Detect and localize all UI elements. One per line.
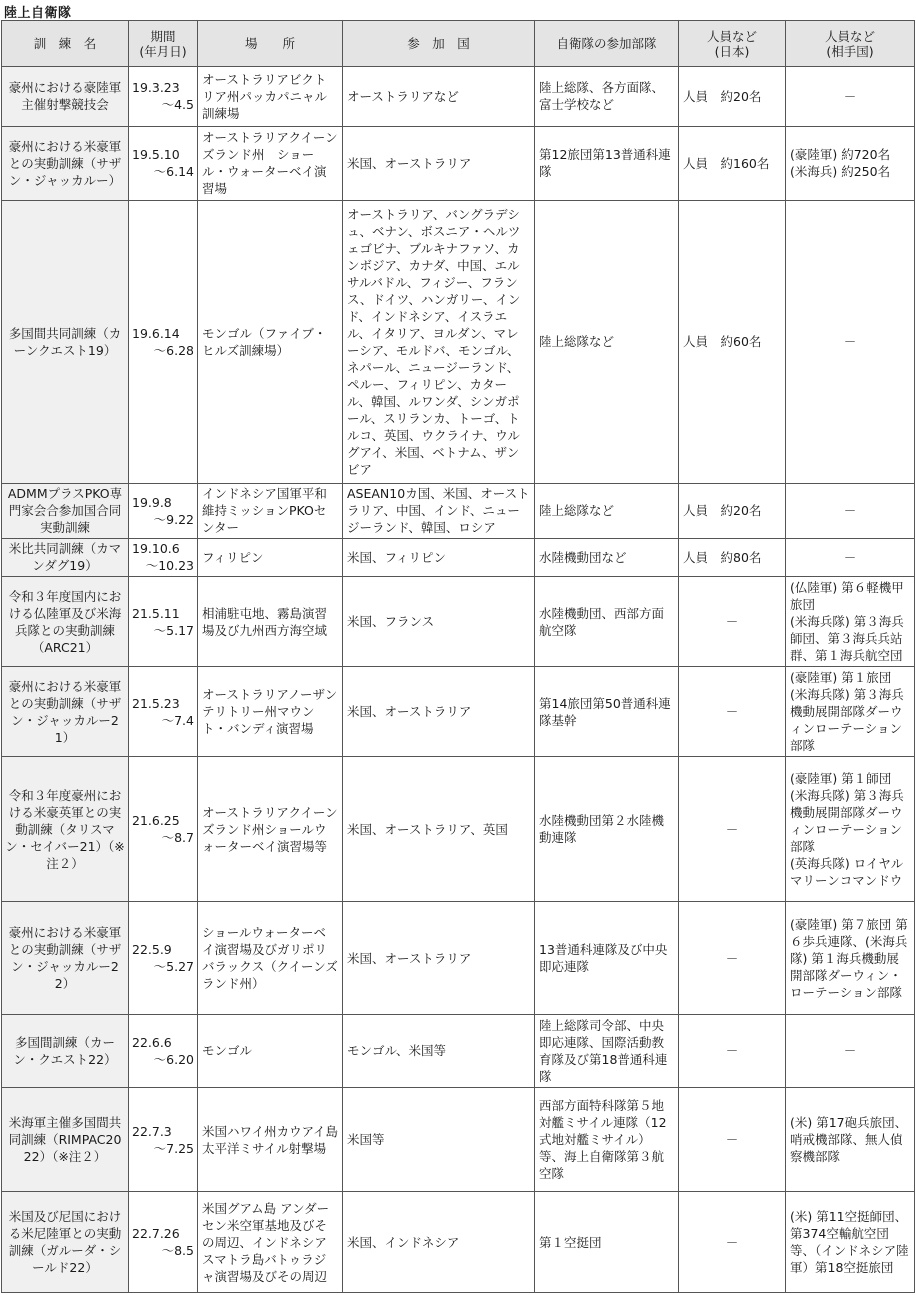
table-row xyxy=(2,126,915,201)
table-row xyxy=(2,667,915,757)
training-period xyxy=(129,576,198,666)
period-end: ～6.28 xyxy=(153,342,194,358)
training-name: 豪州における米豪軍との実動訓練（サザン・ジャッカルー22） xyxy=(2,902,129,1015)
period-start: 22.7.3 xyxy=(132,1123,172,1139)
training-period xyxy=(129,538,198,576)
training-name: 米国及び尼国における米尼陸軍との実動訓練（ガルーダ・シールド22） xyxy=(2,1192,129,1293)
period-start: 21.5.11 xyxy=(132,605,180,621)
page-title: 陸上自衛隊 xyxy=(4,6,72,21)
sdf-units: 水陸機動団など xyxy=(535,538,679,576)
personnel-partner: (米) 第11空挺師団、第374空輸航空団等、（インドネシア陸軍）第18空挺旅団 xyxy=(786,1192,915,1293)
training-place: インドネシア国軍平和維持ミッションPKOセンター xyxy=(198,483,343,538)
personnel-partner: － xyxy=(786,538,915,576)
personnel-japan: － xyxy=(679,576,786,666)
participating-countries: モンゴル、米国等 xyxy=(343,1014,535,1087)
header-name: 訓 練 名 xyxy=(2,21,129,67)
period-end: ～7.4 xyxy=(161,712,194,728)
training-place: オーストラリアノーザンテリトリー州マウント・バンディ演習場 xyxy=(198,667,343,757)
personnel-japan: 人員 約60名 xyxy=(679,201,786,483)
header-countries: 参 加 国 xyxy=(343,21,535,67)
table-row xyxy=(2,538,915,576)
training-table xyxy=(1,20,915,1293)
training-name: 令和３年度国内における仏陸軍及び米海兵隊との実動訓練（ARC21） xyxy=(2,576,129,666)
participating-countries: 米国、オーストラリア、英国 xyxy=(343,757,535,902)
table-row xyxy=(2,757,915,902)
participating-countries: 米国、フィリピン xyxy=(343,538,535,576)
participating-countries: オーストラリア、バングラデシュ、ベナン、ボスニア・ヘルツェゴビナ、ブルキナファソ、カンボジア、カナダ、中国、エルサルバドル、フィジー、フランス、ドイツ、ハンガリー、インド、インドネシア、イスラエル、イタリア、ヨルダン、マレーシア、モルドバ、モンゴル、ネパール、ニュージーランド、ペルー、フィリピン、カタール、韓国、ルワンダ、シンガポール、スリランカ、トーゴ、トルコ、英国、ウクライナ、ウルグアイ、米国、ベトナム、ザンビア xyxy=(343,201,535,483)
personnel-partner: (豪陸軍) 第７旅団 第６歩兵連隊、(米海兵隊) 第１海兵機動展開部隊ダーウィン・ローテーション部隊 xyxy=(786,902,915,1015)
participating-countries: 米国、オーストラリア xyxy=(343,902,535,1015)
training-place: オーストラリアクイーンズランド州 ショール・ウォーターベイ演習場 xyxy=(198,126,343,201)
personnel-japan: － xyxy=(679,902,786,1015)
training-place: オーストラリアビクトリア州パッカパニャル訓練場 xyxy=(198,67,343,127)
period-start: 21.5.23 xyxy=(132,695,180,711)
personnel-partner: (豪陸軍) 約720名 (米海兵) 約250名 xyxy=(786,126,915,201)
training-period xyxy=(129,1192,198,1293)
personnel-partner: － xyxy=(786,201,915,483)
personnel-partner: (豪陸軍) 第１師団 (米海兵隊) 第３海兵機動展開部隊ダーウィンローテーション部隊 (英海兵隊) ロイヤルマリーンコマンドウ xyxy=(786,757,915,902)
personnel-japan: － xyxy=(679,1087,786,1192)
participating-countries: 米国、フランス xyxy=(343,576,535,666)
period-end: ～5.17 xyxy=(153,622,194,638)
training-name: 米海軍主催多国間共同訓練（RIMPAC2022）（※注２） xyxy=(2,1087,129,1192)
period-start: 22.7.26 xyxy=(132,1226,180,1242)
period-start: 19.6.14 xyxy=(132,325,180,341)
personnel-japan: － xyxy=(679,1192,786,1293)
sdf-units: 第１空挺団 xyxy=(535,1192,679,1293)
training-period xyxy=(129,126,198,201)
period-end: ～8.5 xyxy=(161,1243,194,1259)
period-start: 19.5.10 xyxy=(132,147,180,163)
training-period xyxy=(129,483,198,538)
table-row xyxy=(2,1014,915,1087)
personnel-partner: － xyxy=(786,67,915,127)
training-period xyxy=(129,757,198,902)
training-name: 多国間訓練（カーン・クエスト22） xyxy=(2,1014,129,1087)
training-period xyxy=(129,67,198,127)
period-end: ～10.23 xyxy=(145,558,194,574)
training-place: モンゴル xyxy=(198,1014,343,1087)
personnel-japan: 人員 約20名 xyxy=(679,67,786,127)
training-name: ADMMプラスPKO専門家会合参加国合同実動訓練 xyxy=(2,483,129,538)
sdf-units: 13普通科連隊及び中央即応連隊 xyxy=(535,902,679,1015)
participating-countries: ASEAN10カ国、米国、オーストラリア、中国、インド、ニュージーランド、韓国、ロシア xyxy=(343,483,535,538)
training-period xyxy=(129,1087,198,1192)
period-end: ～5.27 xyxy=(153,959,194,974)
sdf-units: 水陸機動団第２水陸機動連隊 xyxy=(535,757,679,902)
header-row xyxy=(2,21,915,67)
training-period xyxy=(129,902,198,1015)
training-name: 多国間共同訓練（カーンクエスト19） xyxy=(2,201,129,483)
personnel-japan: 人員 約160名 xyxy=(679,126,786,201)
period-end: ～6.14 xyxy=(153,164,194,180)
personnel-partner: (豪陸軍) 第１旅団 (米海兵隊) 第３海兵機動展開部隊ダーウィンローテーション部隊 xyxy=(786,667,915,757)
personnel-partner: (米) 第17砲兵旅団、哨戒機部隊、無人偵察機部隊 xyxy=(786,1087,915,1192)
sdf-units: 西部方面特科隊第５地対艦ミサイル連隊（12式地対艦ミサイル）等、海上自衛隊第３航空隊 xyxy=(535,1087,679,1192)
participating-countries: 米国、オーストラリア xyxy=(343,126,535,201)
sdf-units: 水陸機動団、西部方面航空隊 xyxy=(535,576,679,666)
training-place: ショールウォーターベイ演習場及びガリポリバラックス（クイーンズランド州） xyxy=(198,902,343,1015)
personnel-japan: － xyxy=(679,757,786,902)
personnel-japan: － xyxy=(679,667,786,757)
participating-countries: 米国、オーストラリア xyxy=(343,667,535,757)
training-place: 相浦駐屯地、霧島演習場及び九州西方海空域 xyxy=(198,576,343,666)
period-start: 22.6.6 xyxy=(132,1034,172,1050)
table-row xyxy=(2,1192,915,1293)
header-place: 場 所 xyxy=(198,21,343,67)
period-start: 19.3.23 xyxy=(132,80,180,96)
table-row xyxy=(2,201,915,483)
period-start: 19.9.8 xyxy=(132,494,172,510)
training-place: オーストラリアクイーンズランド州ショールウォーターベイ演習場等 xyxy=(198,757,343,902)
period-start: 19.10.6 xyxy=(132,541,180,557)
header-personnel-partner: 人員など (相手国) xyxy=(786,21,915,67)
training-period xyxy=(129,667,198,757)
personnel-partner: (仏陸軍) 第６軽機甲旅団 (米海兵隊) 第３海兵師団、第３海兵兵站群、第１海兵航空団 xyxy=(786,576,915,666)
training-place: 米国ハワイ州カウアイ島太平洋ミサイル射撃場 xyxy=(198,1087,343,1192)
sdf-units: 陸上総隊司令部、中央即応連隊、国際活動教育隊及び第18普通科連隊 xyxy=(535,1014,679,1087)
period-start: 21.6.25 xyxy=(132,813,180,829)
period-end: ～7.25 xyxy=(153,1140,194,1156)
period-end: ～8.7 xyxy=(161,830,194,846)
personnel-japan: 人員 約20名 xyxy=(679,483,786,538)
sdf-units: 陸上総隊、各方面隊、富士学校など xyxy=(535,67,679,127)
table-row xyxy=(2,67,915,127)
period-start: 22.5.9 xyxy=(132,942,172,957)
training-name: 豪州における米豪軍との実動訓練（サザン・ジャッカルー21） xyxy=(2,667,129,757)
participating-countries: 米国、インドネシア xyxy=(343,1192,535,1293)
personnel-japan: － xyxy=(679,1014,786,1087)
participating-countries: オーストラリアなど xyxy=(343,67,535,127)
sdf-units: 陸上総隊など xyxy=(535,483,679,538)
training-name: 豪州における米豪軍との実動訓練（サザン・ジャッカルー） xyxy=(2,126,129,201)
training-period xyxy=(129,1014,198,1087)
table-row xyxy=(2,576,915,666)
sdf-units: 第14旅団第50普通科連隊基幹 xyxy=(535,667,679,757)
personnel-japan: 人員 約80名 xyxy=(679,538,786,576)
table-row xyxy=(2,1087,915,1192)
period-end: ～4.5 xyxy=(161,97,194,113)
training-place: 米国グアム島 アンダーセン米空軍基地及びその周辺、インドネシアスマトラ島バトゥラジャ演習場及びその周辺 xyxy=(198,1192,343,1293)
participating-countries: 米国等 xyxy=(343,1087,535,1192)
training-name: 令和３年度豪州における米豪英軍との実動訓練（タリスマン・セイバー21）（※注２） xyxy=(2,757,129,902)
training-place: フィリピン xyxy=(198,538,343,576)
personnel-partner: － xyxy=(786,1014,915,1087)
sdf-units: 第12旅団第13普通科連隊 xyxy=(535,126,679,201)
header-sdf-units: 自衛隊の参加部隊 xyxy=(535,21,679,67)
period-end: ～9.22 xyxy=(153,511,194,527)
period-end: ～6.20 xyxy=(153,1051,194,1067)
personnel-partner: － xyxy=(786,483,915,538)
sdf-units: 陸上総隊など xyxy=(535,201,679,483)
training-place: モンゴル（ファイブ・ヒルズ訓練場） xyxy=(198,201,343,483)
training-period xyxy=(129,201,198,483)
training-name: 米比共同訓練（カマンダグ19） xyxy=(2,538,129,576)
table-row xyxy=(2,483,915,538)
header-period: 期間 (年月日) xyxy=(129,21,198,67)
training-name: 豪州における豪陸軍主催射撃競技会 xyxy=(2,67,129,127)
table-row xyxy=(2,902,915,1015)
header-personnel-japan: 人員など (日本) xyxy=(679,21,786,67)
